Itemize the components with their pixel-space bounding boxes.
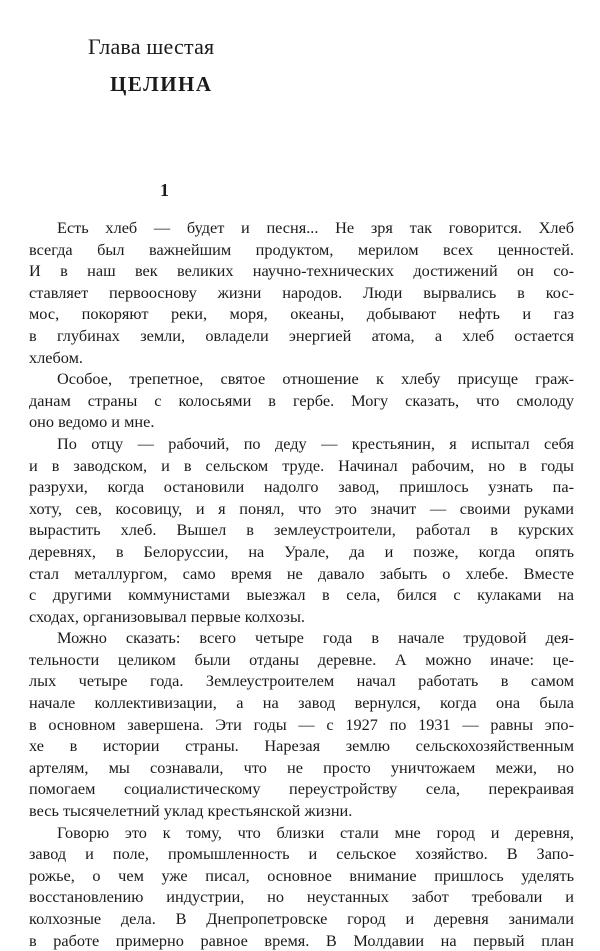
text-line: По отцу — рабочий, по деду — крестьянин, я испытал себя <box>57 433 574 453</box>
text-line: восстановлению индустрии, но неустанных забот требовали и <box>29 887 574 907</box>
text-line: данам страны с колосьями в гербе. Могу сказать, что смолоду <box>29 390 574 410</box>
text-line: колхозные дела. В Днепропетровске город и деревня занимали <box>29 909 574 928</box>
text-line: деревнях, в Белоруссии, на Урале, да и позже, когда опять <box>29 541 574 561</box>
paragraph <box>29 368 574 433</box>
text-line: завод и поле, промышленность и сельское хозяйство. В Запо- <box>29 844 574 864</box>
text-line: Можно сказать: всего четыре года в начале трудовой дея- <box>57 628 574 648</box>
text-line: сходах, организовывал первые колхозы. <box>29 606 305 626</box>
text-line: в глубинах земли, овладели энергией атома, а хлеб остается <box>29 325 574 345</box>
text-line: Есть хлеб — будет и песня... Не зря так говорится. Хлеб <box>57 218 574 237</box>
text-line: мос, покоряют реки, моря, океаны, добывают нефть и газ <box>29 304 574 324</box>
text-line: Говорю это к тому, что близки стали мне город и деревня, <box>57 822 574 842</box>
text-line: ставляет первооснову жизни народов. Люди вырвались в кос- <box>29 282 574 302</box>
section-number: 1 <box>160 180 169 200</box>
text-line: хоту, сев, косовицу, и я понял, что это значит — своими руками <box>29 498 574 518</box>
text-line: начале коллективизации, а на завод вернулся, когда она была <box>29 693 574 713</box>
text-line: разрухи, когда остановили надолго завод, пришлось узнать па- <box>29 477 574 497</box>
body-text <box>29 217 574 951</box>
text-line: стал металлургом, само время не давало забыть о хлебе. Вместе <box>29 563 574 583</box>
text-line: артелям, мы сознавали, что не просто уничтожаем межи, но <box>29 757 574 777</box>
text-line: хлебом. <box>29 347 83 367</box>
text-line: с другими коммунистами выезжал в села, бился с кулаками на <box>29 585 574 605</box>
paragraph <box>29 433 574 627</box>
text-line: помогаем социалистическому переустройству села, перекраивая <box>29 779 574 799</box>
text-line: вырастить хлеб. Вышел в землеустроители, работал в курских <box>29 520 574 540</box>
text-line: тельности целиком были отданы деревне. А можно иначе: це- <box>29 649 574 669</box>
text-line: и в заводском, и в сельском труде. Начинал рабочим, но в годы <box>29 455 574 475</box>
text-line: всегда был важнейшим продуктом, мерилом всех ценностей. <box>29 239 574 259</box>
text-line: в работе примерно равное время. В Молдавии на первый план <box>29 930 574 950</box>
text-line: оно ведомо и мне. <box>29 412 155 432</box>
text-line: в основном завершена. Эти годы — с 1927 по 1931 — равны эпо- <box>29 714 574 734</box>
text-line: хе в истории страны. Нарезая землю сельскохозяйственным <box>29 736 574 756</box>
text-line: И в наш век великих научно-технических достижений он со- <box>29 261 574 281</box>
paragraph <box>29 822 574 951</box>
text-line: весь тысячелетний уклад крестьянской жизни. <box>29 801 353 821</box>
paragraph <box>29 217 574 368</box>
paragraph <box>29 627 574 821</box>
text-line: Особое, трепетное, святое отношение к хлебу присуще граж- <box>57 369 574 389</box>
chapter-label: Глава шестая <box>88 34 215 59</box>
text-line: лых четыре года. Землеустроителем начал работать в самом <box>29 671 574 691</box>
text-line: рожье, о чем уже писал, основное внимание пришлось уделять <box>29 865 574 885</box>
chapter-title: ЦЕЛИНА <box>110 72 213 96</box>
